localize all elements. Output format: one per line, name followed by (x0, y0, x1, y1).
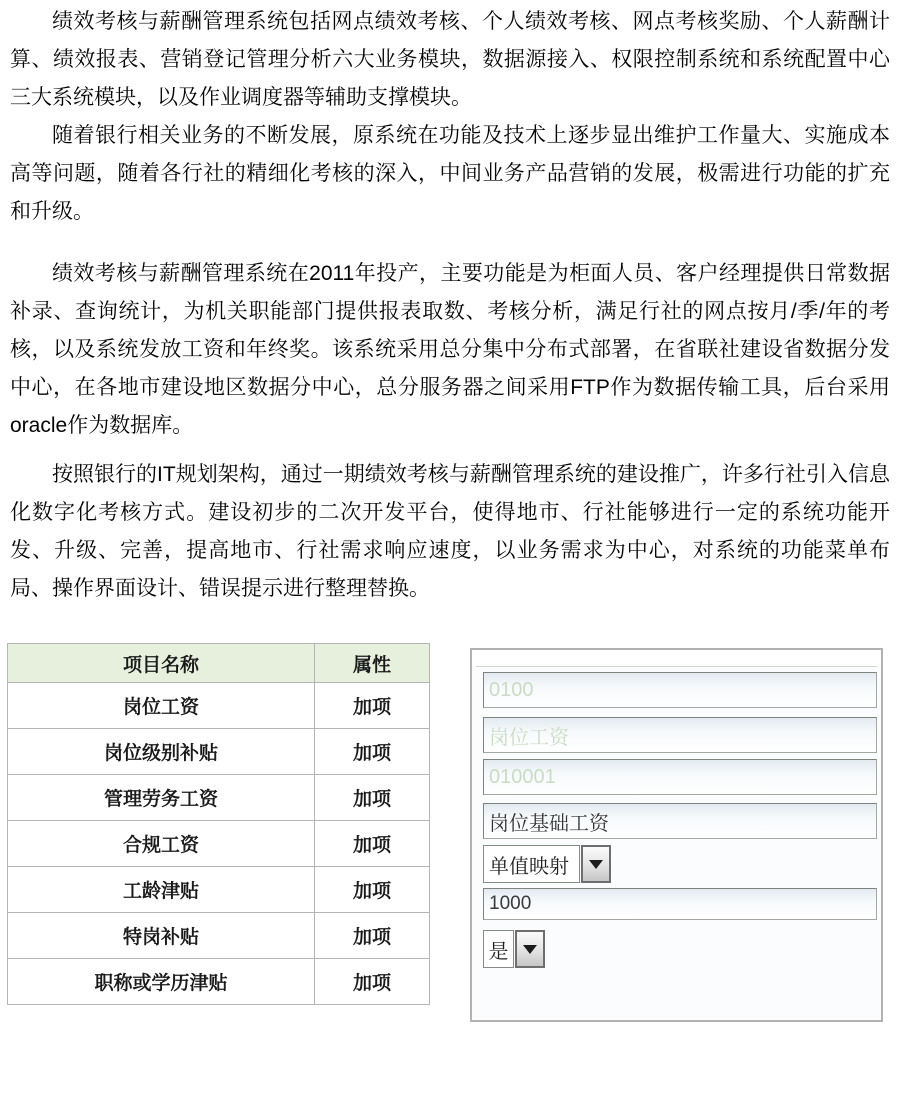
salary-item-config-panel (470, 648, 883, 1022)
paragraph-it-plan: 按照银行的IT规划架构，通过一期绩效考核与薪酬管理系统的建设推广，许多行社引入信息化数字化考核方式。建设初步的二次开发平台，使得地市、行社能够进行一定的系统功能开发、升级、完善，提高地市、行社需求响应速度，以业务需求为中心，对系统的功能菜单布局、操作界面设计、错误提示进行整理替换。 (10, 463, 890, 600)
salary-items-table (7, 643, 430, 1005)
item-name-cell: 工龄津贴 (8, 867, 315, 913)
paragraph-upgrade-need: 随着银行相关业务的不断发展，原系统在功能及技术上逐步显出维护工作量大、实施成本高等问题，随着各行社的精细化考核的深入，中间业务产品营销的发展，极需进行功能的扩充和升级。 (10, 124, 890, 223)
paragraph-modules-overview: 绩效考核与薪酬管理系统包括网点绩效考核、个人绩效考核、网点考核奖励、个人薪酬计算、绩效报表、营销登记管理分析六大业务模块，数据源接入、权限控制系统和系统配置中心三大系统模块，以及作业调度器等辅助支撑模块。 (10, 10, 890, 109)
item-attr-cell: 加项 (315, 683, 430, 729)
flag-dropdown-button[interactable] (515, 930, 545, 968)
table-row (8, 821, 430, 867)
document-text (10, 3, 890, 608)
item-name-cell: 管理劳务工资 (8, 775, 315, 821)
item-attr-cell: 加项 (315, 775, 430, 821)
mapping-type-value: 单值映射 (483, 845, 580, 883)
table-header-attribute: 属性 (315, 644, 430, 683)
mapping-dropdown-button[interactable] (581, 845, 611, 883)
mapping-type-select[interactable] (483, 845, 611, 883)
base-wage-name-field[interactable] (483, 803, 877, 839)
item-name-cell: 岗位工资 (8, 683, 315, 729)
item-attr-cell: 加项 (315, 959, 430, 1005)
panel-divider (476, 666, 877, 667)
panel-header-strip (472, 650, 881, 666)
table-row (8, 683, 430, 729)
table-row (8, 913, 430, 959)
item-attr-cell: 加项 (315, 867, 430, 913)
item-name-field[interactable] (483, 717, 877, 753)
table-row (8, 729, 430, 775)
item-subcode-field[interactable] (483, 759, 877, 795)
item-name-cell: 岗位级别补贴 (8, 729, 315, 775)
item-name-cell: 特岗补贴 (8, 913, 315, 959)
item-attr-cell: 加项 (315, 821, 430, 867)
table-row (8, 775, 430, 821)
table-header-row (8, 644, 430, 683)
flag-select[interactable] (483, 930, 545, 968)
item-code-field[interactable] (483, 672, 877, 708)
table-row (8, 959, 430, 1005)
chevron-down-icon (523, 945, 537, 954)
amount-field[interactable] (483, 888, 877, 920)
chevron-down-icon (589, 860, 603, 869)
table-row (8, 867, 430, 913)
item-name-cell: 合规工资 (8, 821, 315, 867)
item-attr-cell: 加项 (315, 729, 430, 775)
table-header-item-name: 项目名称 (8, 644, 315, 683)
item-name-cell: 职称或学历津贴 (8, 959, 315, 1005)
paragraph-system-history: 绩效考核与薪酬管理系统在2011年投产，主要功能是为柜面人员、客户经理提供日常数据补录、查询统计，为机关职能部门提供报表取数、考核分析，满足行社的网点按月/季/年的考核，以及系统发放工资和年终奖。该系统采用总分集中分布式部署，在省联社建设省数据分发中心，在各地市建设地区数据分中心，总分服务器之间采用FTP作为数据传输工具，后台采用oracle作为数据库。 (10, 262, 890, 437)
item-attr-cell: 加项 (315, 913, 430, 959)
flag-value: 是 (483, 930, 514, 968)
